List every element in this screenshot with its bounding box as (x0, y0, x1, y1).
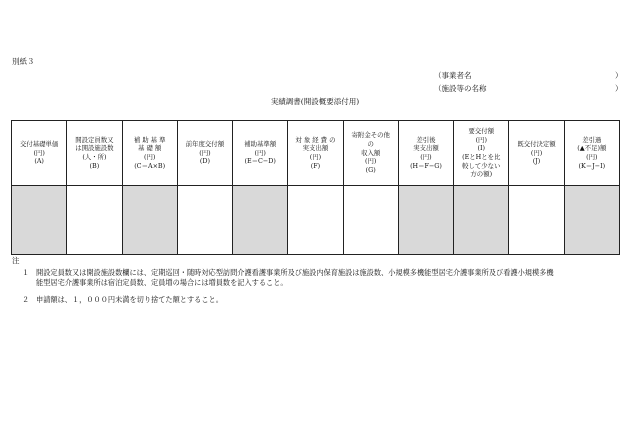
column-header-9 (454, 121, 509, 186)
column-header-line: 開設定員数又 (75, 135, 114, 144)
note-item-2 (22, 295, 223, 305)
column-header-line: (EとHとを比 (462, 153, 501, 161)
column-header-line: 寄附金その他 (351, 131, 390, 140)
column-header-line: 要交付額 (468, 127, 495, 136)
column-header-line: 補 助 基 準 (133, 135, 166, 144)
column-header-line: 前年度交付額 (185, 140, 225, 149)
column-header-3 (122, 121, 177, 186)
column-header-line: (E＝C−D) (244, 157, 276, 166)
document-title: 実績調書(開設概要添付用) (270, 97, 360, 106)
column-header-line: 差引過 (582, 135, 602, 144)
entry-cell-5[interactable] (233, 186, 288, 255)
column-header-6 (288, 121, 343, 186)
column-header-line: (J) (532, 157, 541, 166)
column-header-line: (円) (365, 157, 377, 166)
column-header-line: (円) (475, 135, 487, 144)
column-header-line: (I) (477, 144, 486, 153)
column-header-line: (H＝F−G) (410, 161, 442, 170)
column-header-line: 交付基礎単価 (19, 140, 59, 149)
entry-cell-11[interactable] (564, 186, 619, 255)
facility-name-close-paren: ） (615, 84, 623, 93)
column-header-line: (人・所) (82, 153, 107, 161)
column-header-line: 補助基準額 (244, 140, 277, 149)
column-header-line: (円) (586, 153, 598, 161)
column-header-10 (509, 121, 564, 186)
entry-cell-10[interactable] (509, 186, 564, 255)
column-header-line: (D) (199, 157, 210, 166)
column-header-8 (398, 121, 453, 186)
results-table (11, 120, 620, 255)
column-header-line: (F) (310, 161, 321, 170)
column-header-line: 実支出額 (413, 144, 439, 153)
column-header-line: (円) (254, 148, 266, 157)
column-header-line: 対 象 経 費 の (295, 135, 336, 144)
column-header-line: は開設施設数 (75, 144, 114, 153)
column-header-line: 実支出額 (302, 144, 329, 153)
table-header-row (12, 121, 620, 186)
note-text: 申請額は、１，０００円未満を切り捨てた額とすること。 (36, 295, 223, 304)
column-header-line: (円) (530, 148, 543, 157)
column-header-4 (177, 121, 232, 186)
column-header-line: (円) (33, 148, 45, 157)
column-header-7 (343, 121, 398, 186)
note-number: １ (22, 268, 30, 277)
column-header-1 (12, 121, 67, 186)
column-header-line: (円) (199, 148, 211, 157)
operator-name-label: （事業者名 (434, 71, 472, 80)
attachment-label: 別紙３ (12, 57, 35, 66)
entry-cell-1[interactable] (12, 186, 67, 255)
note-item-1 (22, 268, 622, 288)
entry-cell-6[interactable] (288, 186, 343, 255)
column-header-line: 方の額) (470, 170, 493, 179)
column-header-line: の (367, 140, 374, 149)
column-header-line: 較して少ない (462, 161, 501, 170)
column-header-11 (564, 121, 619, 186)
table-entry-row (12, 186, 620, 255)
column-header-line: (K＝J−I) (578, 161, 606, 170)
column-header-line: 基 礎 額 (138, 144, 162, 153)
facility-name-label: （施設等の名称 (434, 84, 487, 93)
column-header-line: (C＝A×B) (134, 161, 166, 170)
column-header-line: (G) (365, 165, 376, 174)
entry-cell-9[interactable] (454, 186, 509, 255)
column-header-line: (A) (34, 157, 44, 166)
column-header-line: (円) (143, 153, 156, 161)
note-number: ２ (22, 295, 30, 304)
entry-cell-2[interactable] (67, 186, 122, 255)
column-header-2 (67, 121, 122, 186)
column-header-line: 既交付決定額 (517, 140, 556, 149)
column-header-line: (円) (309, 153, 322, 161)
column-header-line: (B) (89, 161, 100, 170)
note-text-continued: 能型居宅介護事業所は宿泊定員数、定員増の場合には増員数を記入すること。 (36, 278, 288, 288)
notes-label: 注 (12, 256, 20, 265)
column-header-line: 差引後 (416, 135, 436, 144)
note-text: 開設定員数又は開設施設数欄には、定期巡回・随時対応型訪問介護看護事業所及び施設内保育施設は施設数、小規模多機能型居宅介護事業所及び看護小規模多機 (36, 268, 554, 277)
column-header-line: (円) (420, 153, 432, 161)
column-header-line: 収入額 (361, 148, 381, 157)
column-header-5 (233, 121, 288, 186)
entry-cell-4[interactable] (177, 186, 232, 255)
column-header-line: (▲不足)額 (577, 144, 607, 153)
entry-cell-7[interactable] (343, 186, 398, 255)
entry-cell-3[interactable] (122, 186, 177, 255)
entry-cell-8[interactable] (398, 186, 453, 255)
operator-name-close-paren: ） (615, 71, 623, 80)
